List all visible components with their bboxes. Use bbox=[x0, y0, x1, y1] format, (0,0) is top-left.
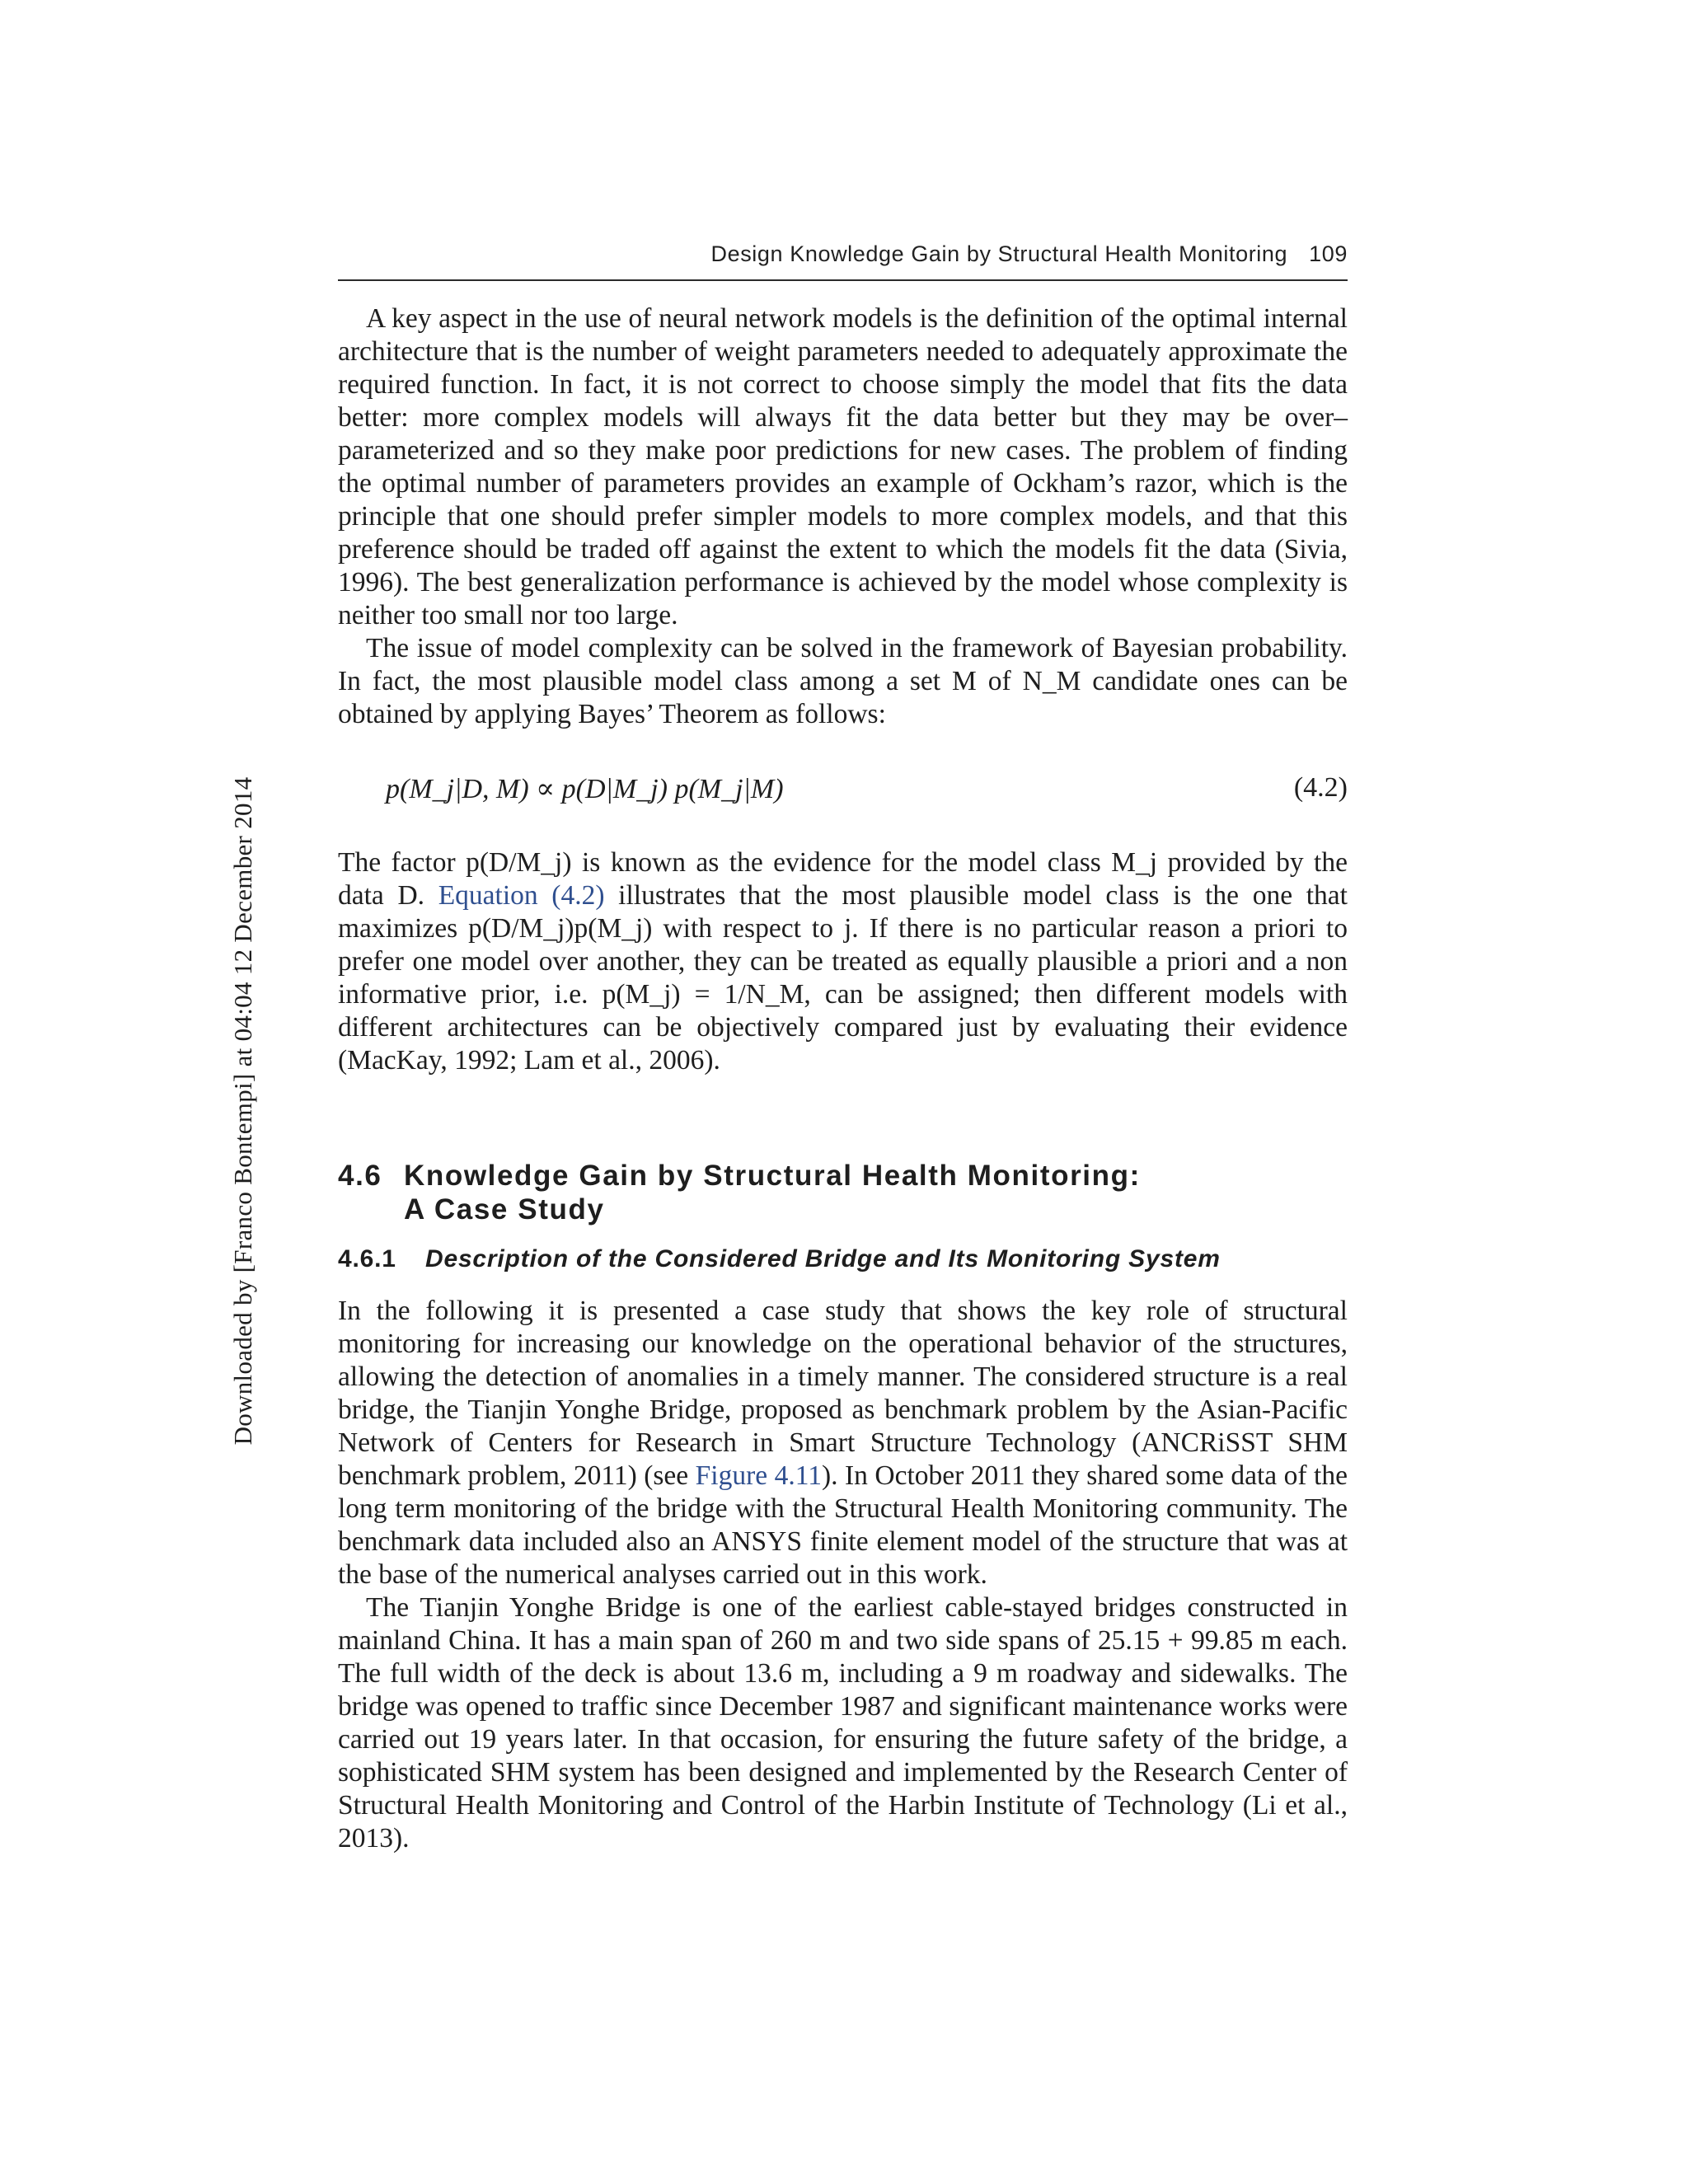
paragraph-1-text: A key aspect in the use of neural network models is the definition of the optimal internal architecture that is the number of weight parameters needed to adequately approximate the required function. In fact, it is not correct to choose simply the model that fits the data better: more complex models will always fit the data better but they may be over–parameterized and so they make poor predictions for new cases. The problem of finding the optimal number of parameters provides an example of Ockham’s razor, which is the principle that one should prefer simpler models to more complex models, and that this preference should be traded off against the extent to which the models fit the data (Sivia, 1996). The best generalization performance is achieved by the model whose complexity is neither too small nor too large. bbox=[338, 303, 1348, 630]
paragraph-4-part-2: ). In October 2011 they shared some data of the long term monitoring of the bridge with the Structural Health Monitoring community. The benchmark data included also an ANSYS finite element model of the structure that was at the base of the numerical analyses carried out in this work. bbox=[338, 1460, 1348, 1590]
running-header-title: Design Knowledge Gain by Structural Health Monitoring bbox=[710, 241, 1288, 266]
equation-link[interactable]: Equation (4.2) bbox=[438, 880, 605, 911]
page-number: 109 bbox=[1309, 241, 1348, 266]
download-watermark-text: Downloaded by [Franco Bontempi] at 04:04 12 December 2014 bbox=[228, 776, 257, 1446]
subsection-number: 4.6.1 bbox=[338, 1245, 396, 1272]
equation-4-2 bbox=[386, 772, 1348, 810]
paragraph-3-part-1: The factor p(D/M_j) is known as the evidence for the model class M_j provided by the data D. bbox=[338, 847, 1348, 911]
paragraph-bridge-description bbox=[338, 1591, 1348, 1855]
paragraph-model-complexity bbox=[338, 632, 1348, 731]
paragraph-3-part-2: illustrates that the most plausible model class is the one that maximizes p(D/M_j)p(M_j) with respect to j. If there is no particular reason a priori to prefer one model over another, they can be treated as equally plausible a priori and a non informative prior, i.e. p(M_j) = 1/N_M, can be assigned; then different models with different architectures can be objectively compared just by evaluating their evidence (MacKay, 1992; Lam et al., 2006). bbox=[338, 880, 1348, 1076]
paragraph-3-text bbox=[338, 846, 1348, 1077]
paragraph-evidence bbox=[338, 846, 1348, 1077]
section-number: 4.6 bbox=[338, 1160, 382, 1192]
section-title-line-1: Knowledge Gain by Structural Health Monitoring: bbox=[404, 1160, 1141, 1192]
paragraph-4-part-1: In the following it is presented a case study that shows the key role of structural monitoring for increasing our knowledge on the operational behavior of the structures, allowing the detection of anomalies in a timely manner. The considered structure is a real bridge, the Tianjin Yonghe Bridge, proposed as benchmark problem by the Asian-Pacific Network of Centers for Research in Smart Structure Technology (ANCRiSST SHM benchmark problem, 2011) (see bbox=[338, 1296, 1348, 1491]
paragraph-4-text bbox=[338, 1295, 1348, 1591]
paragraph-5-text: The Tianjin Yonghe Bridge is one of the earliest cable-stayed bridges constructed in mainland China. It has a main span of 260 m and two side spans of 25.15 + 99.85 m each. The full width of the deck is about 13.6 m, including a 9 m roadway and sidewalks. The bridge was opened to traffic since December 1987 and significant maintenance works were carried out 19 years later. In that occasion, for ensuring the future safety of the bridge, a sophisticated SHM system has been designed and implemented by the Research Center of Structural Health Monitoring and Control of the Harbin Institute of Technology (Li et al., 2013). bbox=[338, 1592, 1348, 1854]
paragraph-2-text: The issue of model complexity can be solved in the framework of Bayesian probability. In fact, the most plausible model class among a set M of N_M candidate ones can be obtained by applying Bayes’ Theorem as follows: bbox=[338, 633, 1348, 729]
section-heading bbox=[338, 1159, 1141, 1226]
equation-number: (4.2) bbox=[1293, 772, 1348, 803]
subsection-heading bbox=[338, 1244, 1221, 1274]
paragraph-neural-architecture bbox=[338, 302, 1348, 632]
paragraph-case-study bbox=[338, 1295, 1348, 1591]
section-title-line-2: A Case Study bbox=[404, 1193, 605, 1226]
subsection-title: Description of the Considered Bridge and Its Monitoring System bbox=[425, 1245, 1221, 1272]
equation-body: p(M_j|D, M) ∝ p(D|M_j) p(M_j|M) bbox=[386, 774, 784, 804]
figure-link[interactable]: Figure 4.11 bbox=[695, 1460, 822, 1491]
running-header bbox=[338, 241, 1348, 281]
